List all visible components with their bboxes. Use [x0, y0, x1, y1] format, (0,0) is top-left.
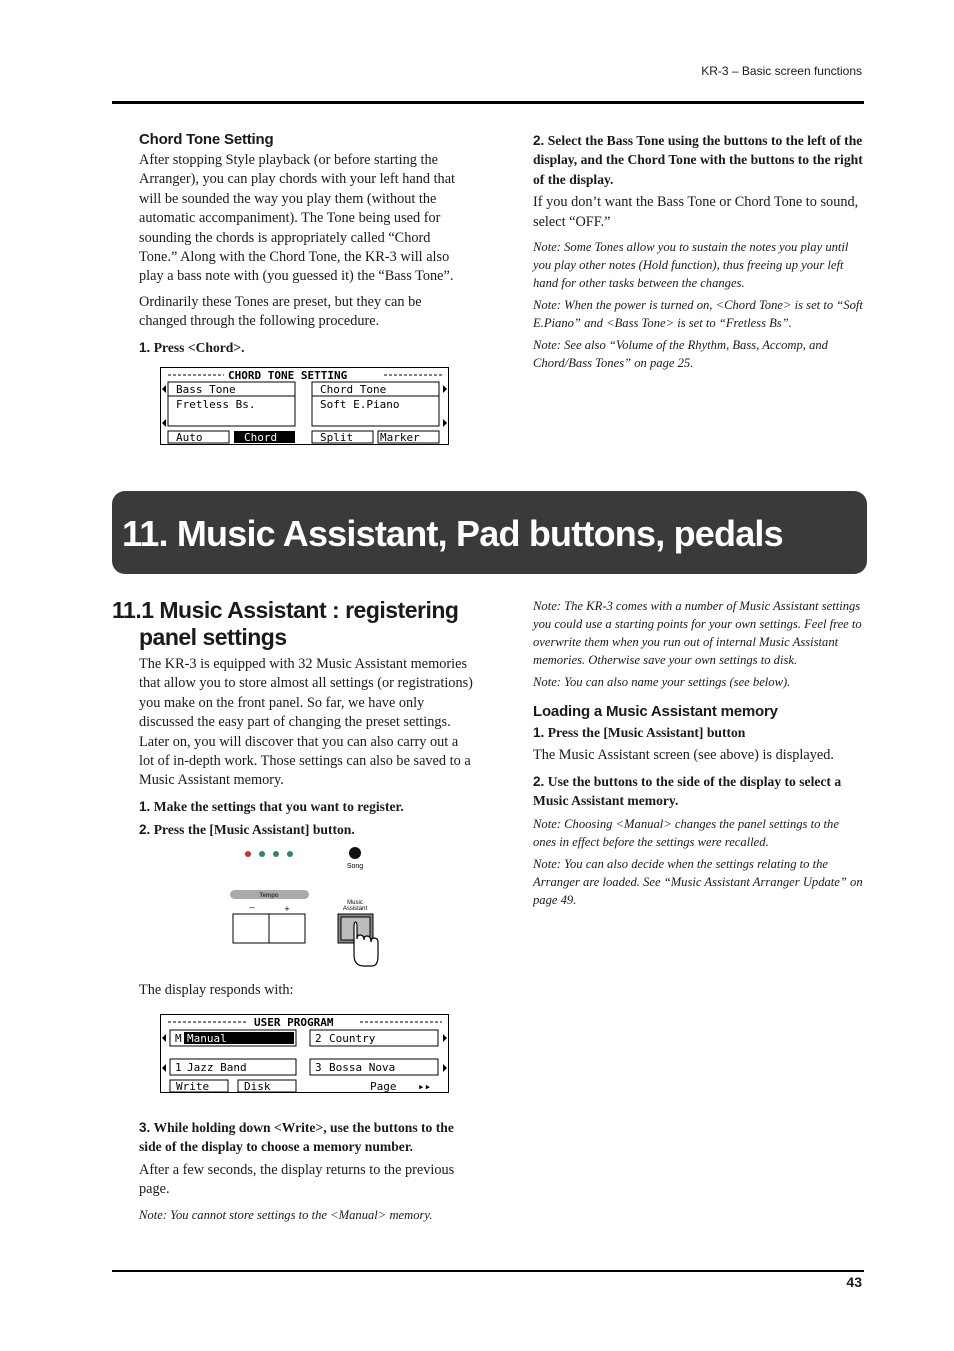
chord-tone-note2: Note: When the power is turned on, <Chord Tone> is set to “Soft E.Piano” and <Bass Tone> is set to “Fretless Bs”. — [533, 298, 863, 331]
chord-tone-para2: Ordinarily these Tones are preset, but they can be changed through the following procedure. — [139, 293, 422, 330]
lcd1-left-label: Bass Tone — [176, 383, 236, 396]
chapter-title: 11. Music Assistant, Pad buttons, pedals — [122, 513, 783, 554]
lcd2-softkey-write-label: Write — [176, 1080, 210, 1093]
music-assistant-label-2: Assistant — [342, 906, 368, 912]
led-indicator-green — [287, 851, 293, 857]
lcd2-slot1: Jazz Band — [187, 1061, 247, 1074]
tempo-minus-label: – — [249, 902, 255, 912]
lcd2-title: USER PROGRAM — [254, 1016, 334, 1029]
loading-heading: Loading a Music Assistant memory — [533, 703, 778, 720]
music-assistant-right-col — [533, 597, 865, 913]
section-step2: 2. Press the [Music Assistant] button. — [139, 822, 355, 838]
lcd1-softkey-split-label: Split — [320, 431, 354, 444]
display-responds-block — [139, 981, 471, 1006]
lcd2-page-arrows: ▸▸ — [418, 1080, 432, 1093]
lcd1-softkey-chord-label: Chord — [244, 431, 278, 444]
chord-tone-lcd — [160, 367, 450, 446]
tempo-label: Tempo — [259, 893, 279, 899]
loading-step2: 2. Use the buttons to the side of the display to select a Music Assistant memory. — [533, 773, 842, 809]
section-title: 11.1 Music Assistant : registering panel settings — [112, 597, 459, 650]
tempo-minus-button — [233, 914, 269, 943]
chord-tone-note1: Note: Some Tones allow you to sustain the notes you play until you play other notes (Hold function), thus freeing up your left hand for other tasks between the changes. — [533, 240, 849, 291]
lcd2-slot1-num: 1 — [175, 1061, 182, 1074]
lcd1-right-value: Soft E.Piano — [320, 398, 400, 411]
ma-note-b: Note: You can also name your settings (see below). — [533, 675, 791, 689]
lcd2-slot2: Country — [329, 1032, 376, 1045]
loading-step1-text: The Music Assistant screen (see above) is displayed. — [533, 747, 834, 764]
chord-tone-heading: Chord Tone Setting — [139, 131, 274, 148]
section-step3: 3. While holding down <Write>, use the buttons to the side of the display to choose a memory number. — [139, 1120, 454, 1155]
led-indicator-green — [273, 851, 279, 857]
panel-illustration — [226, 842, 386, 972]
ma-note-d: Note: You can also decide when the settings relating to the Arranger are loaded. See “Music Assistant Arranger Update” on page 49. — [533, 856, 863, 907]
song-button-icon — [349, 847, 361, 859]
chord-tone-note3: Note: See also “Volume of the Rhythm, Bass, Accomp, and Chord/Bass Tones” on page 25. — [533, 338, 828, 371]
led-indicator-red — [245, 851, 251, 857]
section-note-manual: Note: You cannot store settings to the <Manual> memory. — [139, 1207, 433, 1222]
page-number: 43 — [846, 1274, 862, 1290]
lcd1-softkey-marker-label: Marker — [380, 431, 420, 444]
tempo-plus-label: + — [284, 904, 290, 914]
lcd2-m-label: M — [175, 1032, 182, 1045]
song-label: Song — [346, 863, 364, 870]
music-assistant-label-1: Music — [347, 900, 363, 906]
chapter-banner — [112, 491, 867, 574]
chord-tone-step2-text: If you don’t want the Bass Tone or Chord Tone to sound, select “OFF.” — [533, 194, 859, 230]
section-step1: 1. Make the settings that you want to register. — [139, 798, 404, 814]
lcd2-softkey-page-label: Page — [370, 1080, 397, 1093]
section-music-assistant — [112, 597, 474, 844]
chord-tone-step2: 2. Select the Bass Tone using the buttons to the left of the display, and the Chord Tone with the buttons to the right of the display. — [533, 133, 863, 187]
section-step3-text: After a few seconds, the display returns to the previous page. — [139, 1161, 455, 1198]
lcd1-softkey-auto-label: Auto — [176, 431, 203, 444]
lcd1-left-value: Fretless Bs. — [176, 398, 256, 411]
ma-note-c: Note: Choosing <Manual> changes the panel settings to the ones in effect before the settings were recalled. — [533, 816, 839, 849]
user-program-lcd — [160, 1014, 450, 1094]
chord-tone-step1: 1. Press <Chord>. — [139, 339, 245, 355]
section-para1: The KR-3 is equipped with 32 Music Assistant memories that allow you to store almost all settings (or registrations) you make on the front panel. So far, we have only discussed the easy part of changing the preset settings. Later on, you will discover that you can also carry out a lot of in-depth work. Those settings can also be saved to a Music Assistant memory. — [139, 656, 473, 789]
lcd1-title: CHORD TONE SETTING — [228, 369, 348, 382]
footer-rule — [112, 1270, 864, 1272]
ma-note-a: Note: The KR-3 comes with a number of Music Assistant settings you could use a starting points for your own settings. Feel free to overwrite them when you run out of internal Music Assistant memories. Otherwise save your own settings to disk. — [533, 599, 862, 667]
chord-tone-para1: After stopping Style playback (or before starting the Arranger), you can play chords with your left hand that will be sounded the way you play them (without the automatic accompaniment). The Tone being used for sounding the chords is appropriately called “Chord Tone.” Along with the Chord Tone, the KR-3 will also play a bass note with (you guessed it) the “Bass Tone”. — [139, 152, 456, 285]
led-indicator-green — [259, 851, 265, 857]
header-rule — [112, 101, 864, 104]
lcd1-right-label: Chord Tone — [320, 383, 387, 396]
running-header: KR-3 – Basic screen functions — [701, 64, 862, 78]
loading-step1: 1. Press the [Music Assistant] button — [533, 725, 746, 740]
chord-tone-section — [139, 131, 471, 361]
lcd2-m-value: Manual — [187, 1032, 227, 1045]
lcd2-softkey-disk-label: Disk — [244, 1080, 271, 1093]
section-step3-block — [139, 1118, 471, 1228]
tempo-plus-button — [269, 914, 305, 943]
lcd2-slot3-num: 3 — [315, 1061, 322, 1074]
display-responds-text: The display responds with: — [139, 982, 294, 998]
lcd2-slot3: Bossa Nova — [329, 1061, 396, 1074]
chord-tone-continued — [533, 131, 865, 376]
lcd2-slot2-num: 2 — [315, 1032, 322, 1045]
